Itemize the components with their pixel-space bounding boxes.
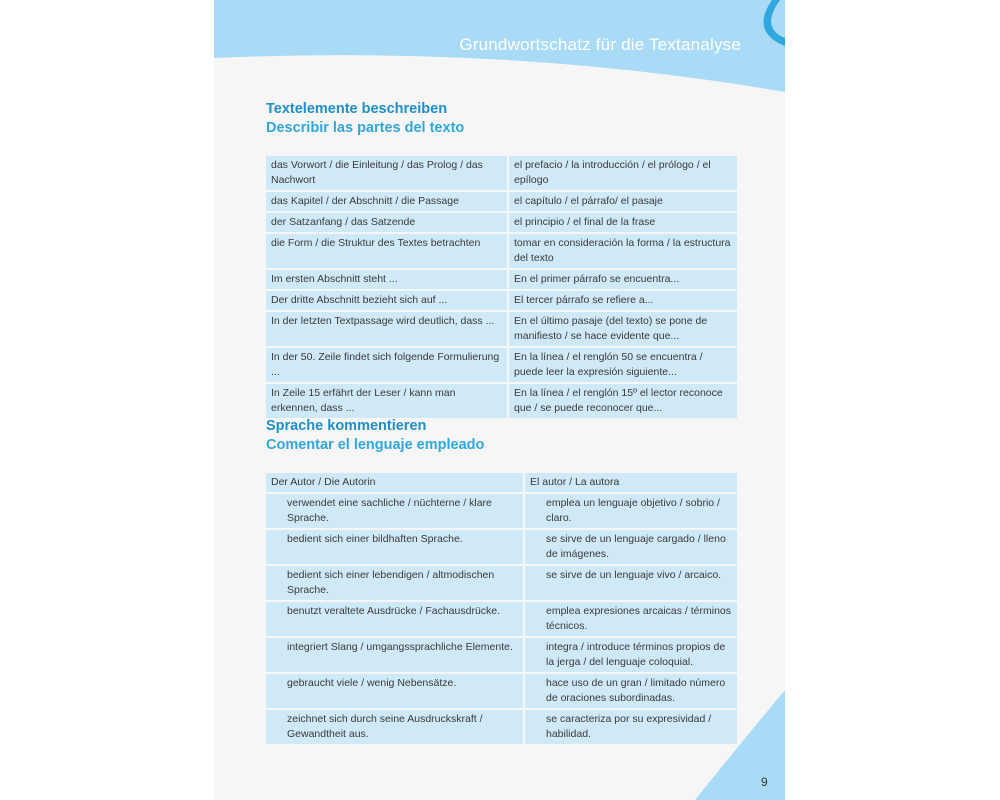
vocab-table-language (266, 471, 737, 746)
spanish-term: se caracteriza por su expresividad / habilidad. (525, 710, 737, 744)
corner-decoration (695, 690, 785, 800)
section-title-german: Textelemente beschreiben (266, 101, 448, 117)
vocab-table-text-elements (266, 154, 737, 420)
table-row (266, 638, 737, 672)
german-term: das Vorwort / die Einleitung / das Prolog / das Nachwort (266, 156, 509, 190)
german-subject: Der Autor / Die Autorin (266, 473, 525, 492)
spanish-term: se sirve de un lenguaje vivo / arcaico. (525, 566, 737, 600)
german-term: Im ersten Abschnitt steht ... (266, 270, 509, 289)
german-term: In der letzten Textpassage wird deutlich, dass ... (266, 312, 509, 346)
german-term: Der dritte Abschnitt bezieht sich auf ... (266, 291, 509, 310)
table-row (266, 384, 737, 418)
spanish-term: el prefacio / la introducción / el prólogo / el epílogo (509, 156, 737, 190)
table-row (266, 674, 737, 708)
spanish-term: En la línea / el renglón 15º el lector reconoce que / se puede reconocer que... (509, 384, 737, 418)
german-term: benutzt veraltete Ausdrücke / Fachausdrücke. (266, 602, 525, 636)
german-term: die Form / die Struktur des Textes betrachten (266, 234, 509, 268)
spanish-term: el capítulo / el párrafo/ el pasaje (509, 192, 737, 211)
table-row (266, 213, 737, 232)
german-term: verwendet eine sachliche / nüchterne / klare Sprache. (266, 494, 525, 528)
german-term: In Zeile 15 erfährt der Leser / kann man erkennen, dass ... (266, 384, 509, 418)
spanish-subject: El autor / La autora (525, 473, 737, 492)
german-term: bedient sich einer lebendigen / altmodischen Sprache. (266, 566, 525, 600)
section-title-spanish: Comentar el lenguaje empleado (266, 437, 485, 453)
spanish-term: el principio / el final de la frase (509, 213, 737, 232)
table-row (266, 312, 737, 346)
table-row (266, 348, 737, 382)
german-term: zeichnet sich durch seine Ausdruckskraft / Gewandtheit aus. (266, 710, 525, 744)
section-title-german: Sprache kommentieren (266, 418, 427, 434)
section-heading-language (266, 417, 484, 455)
section-heading-text-elements (266, 100, 464, 138)
spanish-term: En el último pasaje (del texto) se pone de manifiesto / se hace evidente que... (509, 312, 737, 346)
spanish-term: tomar en consideración la forma / la estructura del texto (509, 234, 737, 268)
table-row (266, 530, 737, 564)
table-row (266, 156, 737, 190)
table-row (266, 710, 737, 744)
spanish-term: hace uso de un gran / limitado número de oraciones subordinadas. (525, 674, 737, 708)
page-number: 9 (761, 775, 768, 789)
german-term: das Kapitel / der Abschnitt / die Passage (266, 192, 509, 211)
table-row (266, 566, 737, 600)
german-term: In der 50. Zeile findet sich folgende Formulierung ... (266, 348, 509, 382)
spanish-term: En el primer párrafo se encuentra... (509, 270, 737, 289)
spanish-term: se sirve de un lenguaje cargado / lleno de imágenes. (525, 530, 737, 564)
table-row (266, 602, 737, 636)
german-term: gebraucht viele / wenig Nebensätze. (266, 674, 525, 708)
chapter-title: Grundwortschatz für die Textanalyse (459, 35, 741, 54)
spanish-term: En la línea / el renglón 50 se encuentra / puede leer la expresión siguiente... (509, 348, 737, 382)
spanish-term: integra / introduce términos propios de la jerga / del lenguaje coloquial. (525, 638, 737, 672)
book-page (214, 0, 785, 800)
table-row (266, 192, 737, 211)
table-row (266, 291, 737, 310)
german-term: integriert Slang / umgangssprachliche Elemente. (266, 638, 525, 672)
table-row (266, 494, 737, 528)
table-header-row (266, 473, 737, 492)
german-term: der Satzanfang / das Satzende (266, 213, 509, 232)
spanish-term: emplea expresiones arcaicas / términos técnicos. (525, 602, 737, 636)
section-title-spanish: Describir las partes del texto (266, 120, 465, 136)
spanish-term: El tercer párrafo se refiere a... (509, 291, 737, 310)
table-row (266, 270, 737, 289)
table-row (266, 234, 737, 268)
german-term: bedient sich einer bildhaften Sprache. (266, 530, 525, 564)
spanish-term: emplea un lenguaje objetivo / sobrio / claro. (525, 494, 737, 528)
